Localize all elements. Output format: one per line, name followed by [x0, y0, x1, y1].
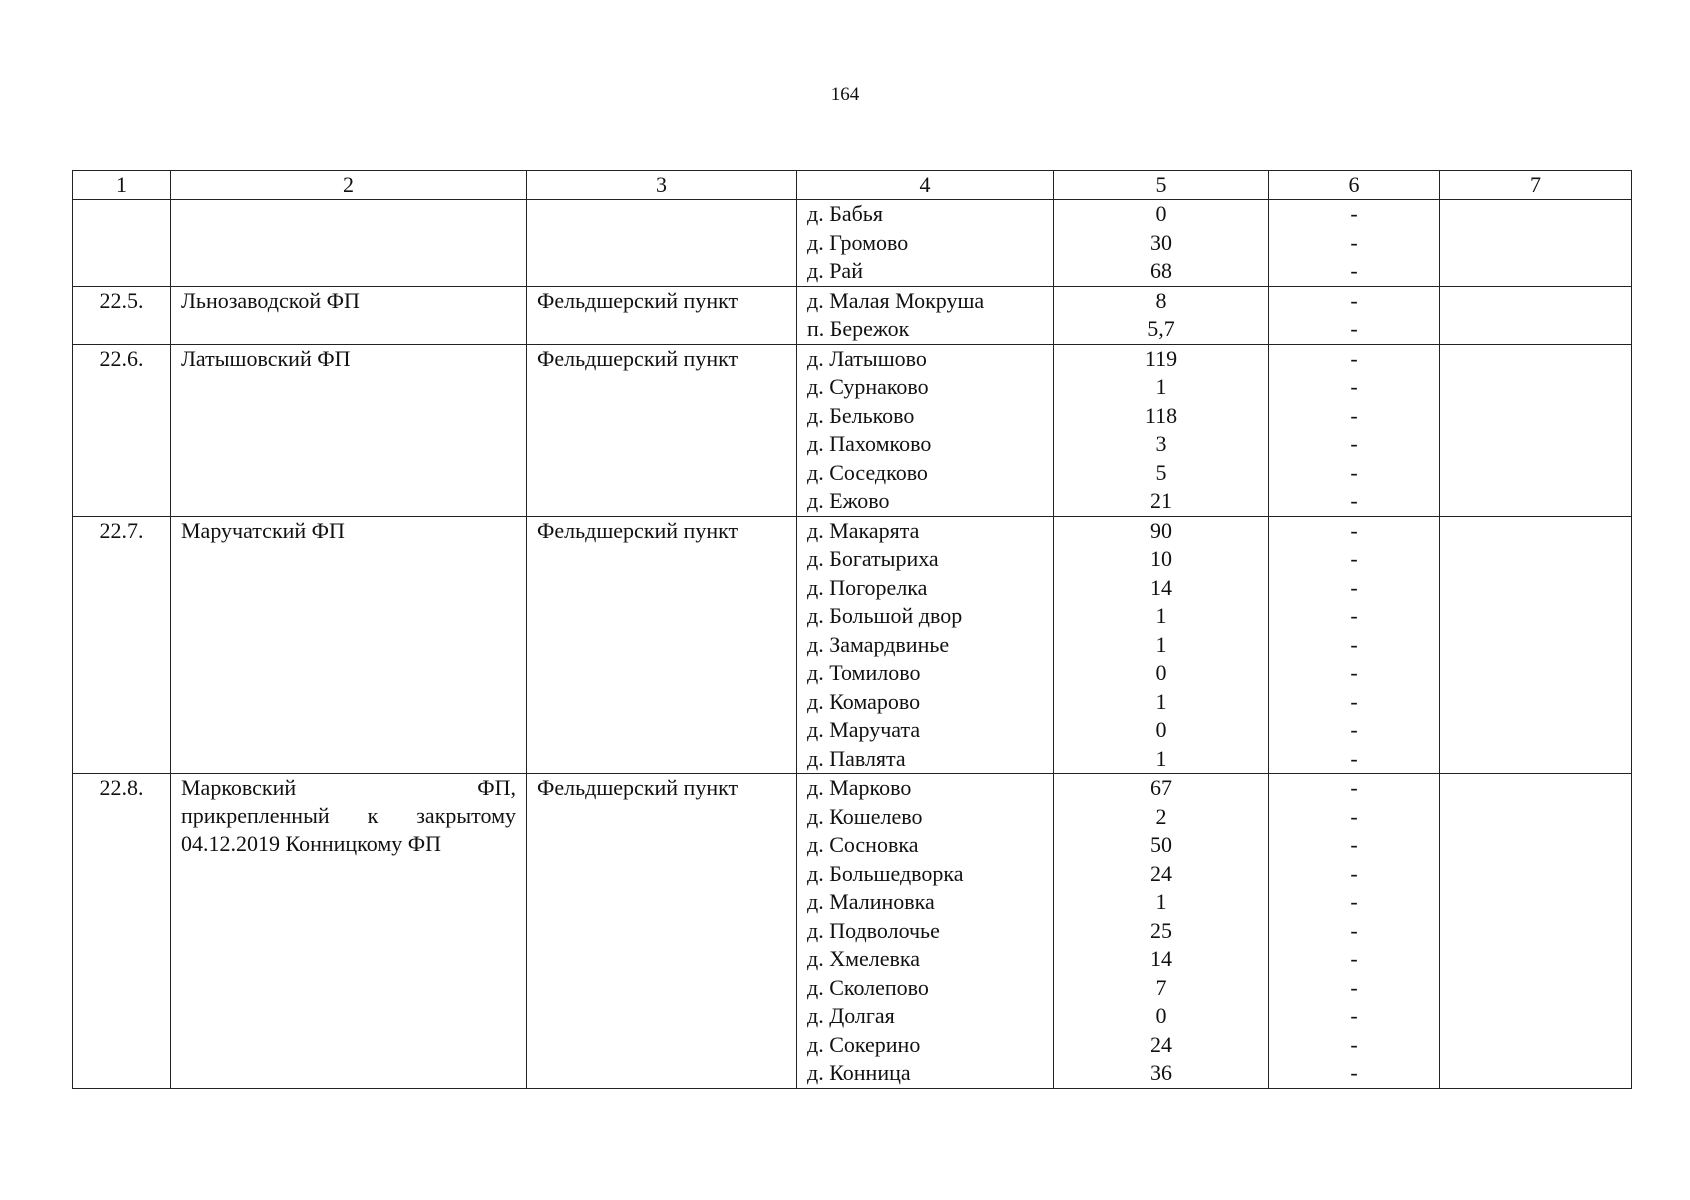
settlement-name: д. Комарово: [807, 688, 921, 714]
col6-cell: [1269, 344, 1440, 516]
settlement-value: 1: [1155, 603, 1167, 628]
facility-name-line: Маручатский ФП: [181, 517, 345, 543]
settlement-name: д. Малая Мокруша: [807, 287, 985, 313]
settlement-name: д. Томилово: [807, 660, 921, 685]
settlement-name: д. Богатыриха: [807, 546, 939, 571]
facility-type: Фельдшерский пункт: [527, 516, 797, 774]
settlement-name: д. Рай: [807, 258, 863, 283]
settlements-cell: [797, 774, 1054, 1089]
col6-value: -: [1350, 688, 1358, 714]
settlement-name: д. Конница: [807, 1060, 911, 1085]
col6-value: -: [1350, 775, 1358, 800]
settlement-value: 67: [1150, 775, 1172, 800]
facilities-table: [72, 170, 1632, 1089]
settlement-name: д. Малиновка: [807, 889, 935, 914]
settlement-name: д. Погорелка: [807, 574, 928, 600]
settlement-name: д. Пахомково: [807, 431, 932, 456]
settlement-value: 5: [1155, 459, 1167, 485]
facility-name-word: к: [367, 803, 379, 828]
col7-cell: [1440, 200, 1632, 287]
settlement-value: 3: [1155, 431, 1167, 456]
col6-value: -: [1350, 860, 1358, 886]
settlement-name: д. Замардвинье: [807, 631, 950, 657]
settlements-cell: [797, 200, 1054, 287]
settlement-value: 0: [1155, 1003, 1167, 1028]
col6-value: -: [1350, 631, 1358, 657]
settlement-name: д. Сокерино: [807, 1031, 921, 1057]
facility-name: [171, 286, 527, 344]
table-row: [73, 200, 1632, 287]
col6-value: -: [1350, 1031, 1358, 1057]
column-header: 1: [73, 171, 171, 200]
col7-cell: [1440, 516, 1632, 774]
facility-name-word: прикрепленный: [181, 803, 330, 828]
settlement-name: д. Маручата: [807, 717, 921, 742]
col6-value: -: [1350, 258, 1358, 283]
facility-name: [171, 200, 527, 287]
table-body: [73, 200, 1632, 1089]
facility-name-word: Марковский: [181, 775, 297, 800]
column-header: 2: [171, 171, 527, 200]
col6-value: -: [1350, 201, 1358, 226]
settlement-value: 21: [1150, 488, 1172, 513]
col6-value: -: [1350, 1060, 1358, 1085]
facility-name: [171, 774, 527, 1089]
settlement-name: п. Бережок: [807, 316, 910, 341]
col6-cell: [1269, 774, 1440, 1089]
column-header: 4: [797, 171, 1054, 200]
settlement-name: д. Подволочье: [807, 917, 940, 943]
settlement-value: 30: [1150, 229, 1172, 255]
settlement-value: 10: [1150, 546, 1172, 571]
facility-name-line: [181, 774, 516, 802]
values-cell: [1054, 286, 1269, 344]
settlement-name: д. Соседково: [807, 459, 928, 485]
settlement-value: 119: [1144, 345, 1178, 371]
facility-type: Фельдшерский пункт: [527, 286, 797, 344]
facility-name-line: Льнозаводской ФП: [181, 287, 360, 313]
settlement-value: 14: [1150, 574, 1172, 600]
settlement-name: д. Кошелево: [807, 803, 923, 829]
values-cell: [1054, 516, 1269, 774]
col6-cell: [1269, 286, 1440, 344]
facility-name: [171, 344, 527, 516]
values-cell: [1054, 200, 1269, 287]
settlement-value: 0: [1155, 717, 1167, 742]
values-cell: [1054, 344, 1269, 516]
column-header: 5: [1054, 171, 1269, 200]
settlements-cell: [797, 516, 1054, 774]
facility-type: [527, 200, 797, 287]
col6-value: -: [1350, 459, 1358, 485]
col7-cell: [1440, 344, 1632, 516]
settlements-cell: [797, 344, 1054, 516]
facility-type: Фельдшерский пункт: [527, 774, 797, 1089]
settlement-value: 8: [1155, 287, 1167, 313]
settlement-name: д. Сосновка: [807, 832, 919, 857]
col6-value: -: [1350, 574, 1358, 600]
settlement-name: д. Большедворка: [807, 860, 964, 886]
settlement-value: 5,7: [1147, 316, 1175, 341]
col6-cell: [1269, 516, 1440, 774]
col6-value: -: [1350, 1003, 1358, 1028]
col6-value: -: [1350, 946, 1358, 971]
settlement-name: д. Долгая: [807, 1003, 895, 1028]
settlement-value: 68: [1150, 258, 1172, 283]
settlement-name: д. Павлята: [807, 745, 906, 771]
column-header: 3: [527, 171, 797, 200]
col7-cell: [1440, 286, 1632, 344]
settlement-value: 24: [1150, 1031, 1172, 1057]
col6-value: -: [1350, 917, 1358, 943]
settlement-value: 36: [1150, 1060, 1172, 1085]
settlement-value: 1: [1155, 688, 1167, 714]
row-number: 22.5.: [73, 286, 171, 344]
settlement-name: д. Марково: [807, 775, 912, 800]
col6-value: -: [1350, 546, 1358, 571]
settlement-value: 0: [1155, 201, 1167, 226]
settlement-value: 14: [1150, 946, 1172, 971]
settlement-value: 1: [1155, 631, 1167, 657]
settlement-name: д. Макарята: [807, 517, 920, 543]
facility-name-line: Латышовский ФП: [181, 345, 351, 371]
settlement-name: д. Хмелевка: [807, 946, 921, 971]
settlement-value: 24: [1150, 860, 1172, 886]
settlement-value: 1: [1155, 374, 1167, 399]
facility-name-word: закрытому: [416, 803, 516, 828]
settlement-name: д. Сурнаково: [807, 374, 929, 399]
col6-value: -: [1350, 488, 1358, 513]
settlement-name: д. Большой двор: [807, 603, 963, 628]
settlement-value: 2: [1155, 803, 1167, 829]
settlement-value: 0: [1155, 660, 1167, 685]
settlement-name: д. Ежово: [807, 488, 890, 513]
facility-name-line: [181, 802, 516, 830]
col6-value: -: [1350, 603, 1358, 628]
settlement-value: 1: [1155, 889, 1167, 914]
col6-value: -: [1350, 345, 1358, 371]
settlement-value: 1: [1155, 745, 1167, 771]
col6-value: -: [1350, 974, 1358, 1000]
row-number: [73, 200, 171, 287]
col6-value: -: [1350, 316, 1358, 341]
col6-value: -: [1350, 660, 1358, 685]
table-header-row: [73, 171, 1632, 200]
page-number: 164: [830, 84, 860, 105]
settlement-value: 7: [1155, 974, 1167, 1000]
settlement-name: д. Громово: [807, 229, 909, 255]
col6-cell: [1269, 200, 1440, 287]
col6-value: -: [1350, 803, 1358, 829]
col6-value: -: [1350, 745, 1358, 771]
table-row: [73, 286, 1632, 344]
facility-name: [171, 516, 527, 774]
table-row: [73, 516, 1632, 774]
col6-value: -: [1350, 402, 1358, 428]
facility-name-word: ФП,: [477, 775, 516, 800]
facility-type: Фельдшерский пункт: [527, 344, 797, 516]
table-row: [73, 774, 1632, 1089]
column-header: 7: [1440, 171, 1632, 200]
col6-value: -: [1350, 287, 1358, 313]
settlement-name: д. Латышово: [807, 345, 927, 371]
row-number: 22.8.: [73, 774, 171, 1089]
settlement-name: д. Бельково: [807, 402, 915, 428]
settlement-value: 25: [1150, 917, 1172, 943]
settlement-value: 118: [1144, 402, 1178, 428]
row-number: 22.7.: [73, 516, 171, 774]
col6-value: -: [1350, 832, 1358, 857]
settlement-value: 50: [1150, 832, 1172, 857]
column-header: 6: [1269, 171, 1440, 200]
facility-name-line: 04.12.2019 Конницкому ФП: [181, 831, 442, 856]
settlement-name: д. Сколепово: [807, 974, 929, 1000]
col6-value: -: [1350, 717, 1358, 742]
col6-value: -: [1350, 374, 1358, 399]
col7-cell: [1440, 774, 1632, 1089]
table-row: [73, 344, 1632, 516]
col6-value: -: [1350, 229, 1358, 255]
col6-value: -: [1350, 517, 1358, 543]
col6-value: -: [1350, 431, 1358, 456]
settlements-cell: [797, 286, 1054, 344]
values-cell: [1054, 774, 1269, 1089]
col6-value: -: [1350, 889, 1358, 914]
settlement-value: 90: [1150, 517, 1172, 543]
settlement-name: д. Бабья: [807, 201, 883, 226]
row-number: 22.6.: [73, 344, 171, 516]
